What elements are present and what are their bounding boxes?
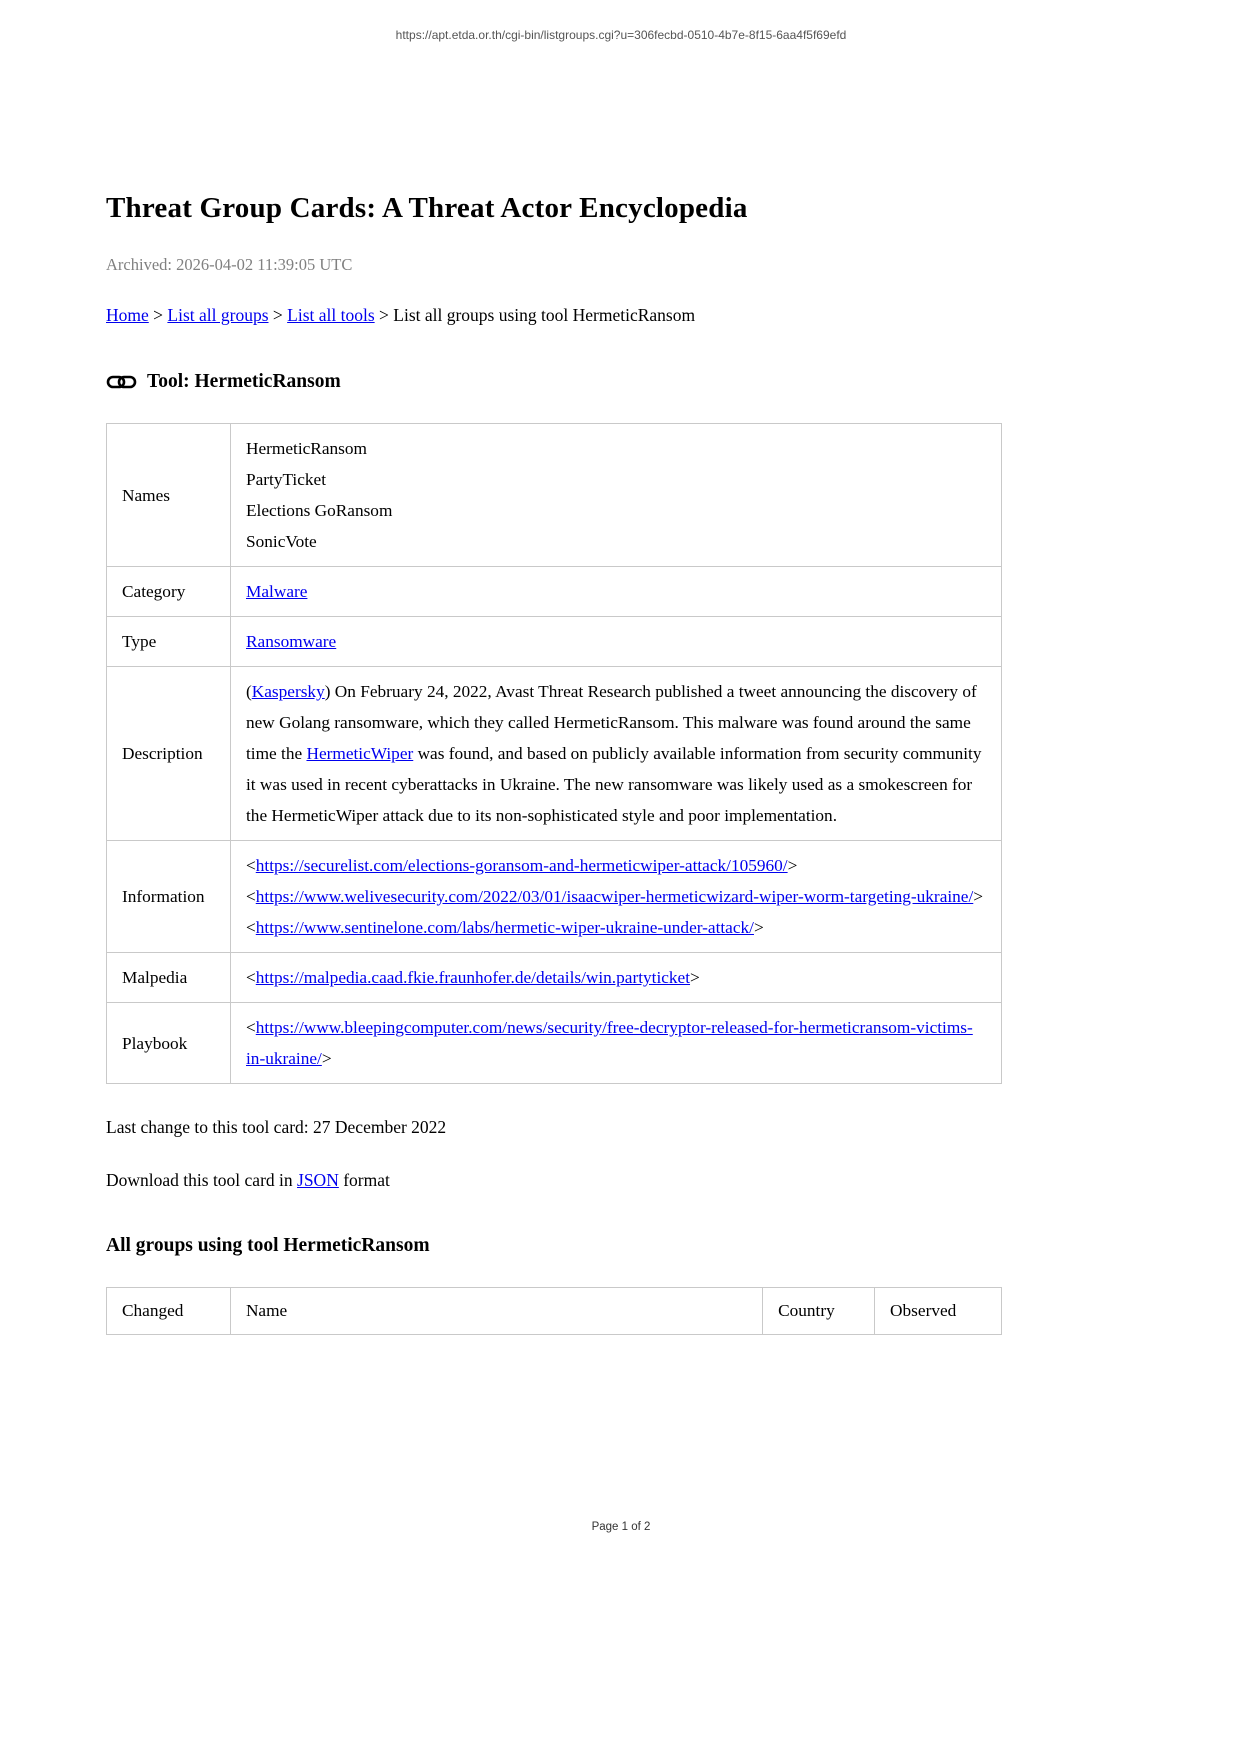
information-cell bbox=[231, 841, 1002, 953]
tool-name: HermeticRansom bbox=[246, 439, 367, 458]
angle-open: < bbox=[246, 887, 256, 906]
angle-open: < bbox=[246, 1018, 256, 1037]
groups-section-heading: All groups using tool HermeticRansom bbox=[106, 1235, 430, 1256]
row-label-type: Type bbox=[107, 617, 231, 667]
table-row-names bbox=[107, 424, 1002, 567]
names-cell bbox=[231, 424, 1002, 567]
tool-heading-title: Tool: HermeticRansom bbox=[147, 371, 341, 392]
tool-card-table bbox=[106, 423, 1002, 1084]
column-header-country: Country bbox=[763, 1288, 875, 1335]
table-row-malpedia bbox=[107, 953, 1002, 1003]
page-content bbox=[106, 0, 1002, 1335]
angle-close: > bbox=[787, 856, 798, 875]
description-segment: ) On February 24, 2022, Avast Threat Research published a tweet announcing the discovery of new Golang ransomware, which they called HermeticRansom. This malware was found around the same time the bbox=[246, 682, 977, 763]
groups-header-row bbox=[107, 1288, 1002, 1335]
breadcrumb-list-all-groups-link[interactable]: List all groups bbox=[167, 305, 269, 325]
angle-close: > bbox=[753, 918, 764, 937]
row-label-description: Description bbox=[107, 667, 231, 841]
table-row-playbook bbox=[107, 1003, 1002, 1084]
column-header-observed: Observed bbox=[875, 1288, 1002, 1335]
information-link-securelist[interactable]: https://securelist.com/elections-goransom-and-hermeticwiper-attack/105960/ bbox=[255, 856, 788, 875]
description-cell bbox=[231, 667, 1002, 841]
playbook-link[interactable]: https://www.bleepingcomputer.com/news/security/free-decryptor-released-for-hermeticransom-victims-in-ukraine/ bbox=[246, 1018, 973, 1068]
playbook-cell bbox=[231, 1003, 1002, 1084]
row-label-playbook: Playbook bbox=[107, 1003, 231, 1084]
groups-table bbox=[106, 1287, 1002, 1335]
row-label-information: Information bbox=[107, 841, 231, 953]
last-change-note: Last change to this tool card: 27 December 2022 bbox=[106, 1117, 447, 1137]
breadcrumb-separator: > bbox=[272, 305, 283, 325]
table-row-category bbox=[107, 567, 1002, 617]
row-label-names: Names bbox=[107, 424, 231, 567]
information-link-welivesecurity[interactable]: https://www.welivesecurity.com/2022/03/01/isaacwiper-hermeticwizard-wiper-worm-targeting-ukraine/ bbox=[255, 887, 974, 906]
print-footer-page-number: Page 1 of 2 bbox=[591, 1521, 651, 1533]
row-label-malpedia: Malpedia bbox=[107, 953, 231, 1003]
download-prefix: Download this tool card in bbox=[106, 1170, 298, 1190]
angle-open: < bbox=[246, 918, 256, 937]
information-link-line bbox=[246, 912, 986, 943]
column-header-name: Name bbox=[230, 1288, 762, 1335]
tool-name: PartyTicket bbox=[246, 470, 327, 489]
tool-name: Elections GoRansom bbox=[246, 501, 393, 520]
angle-open: < bbox=[246, 968, 256, 987]
breadcrumb-home-link[interactable]: Home bbox=[106, 305, 149, 325]
playbook-link-line bbox=[246, 1012, 986, 1074]
malpedia-link[interactable]: https://malpedia.caad.fkie.fraunhofer.de/details/win.partyticket bbox=[255, 968, 691, 987]
kaspersky-link[interactable]: Kaspersky bbox=[251, 682, 325, 701]
breadcrumb bbox=[106, 305, 1002, 326]
malpedia-cell bbox=[231, 953, 1002, 1003]
table-row-type bbox=[107, 617, 1002, 667]
breadcrumb-list-all-tools-link[interactable]: List all tools bbox=[287, 305, 375, 325]
category-malware-link[interactable]: Malware bbox=[246, 582, 308, 601]
row-label-category: Category bbox=[107, 567, 231, 617]
download-suffix: format bbox=[338, 1170, 390, 1190]
page-title: Threat Group Cards: A Threat Actor Encyclopedia bbox=[106, 192, 748, 224]
angle-close: > bbox=[973, 887, 984, 906]
type-cell bbox=[231, 617, 1002, 667]
table-row-information bbox=[107, 841, 1002, 953]
tool-name: SonicVote bbox=[246, 532, 317, 551]
column-header-changed: Changed bbox=[107, 1288, 231, 1335]
tool-heading bbox=[106, 371, 1002, 393]
information-link-sentinelone[interactable]: https://www.sentinelone.com/labs/hermetic-wiper-ukraine-under-attack/ bbox=[255, 918, 754, 937]
download-line bbox=[106, 1170, 1002, 1191]
description-segment: was found, and based on publicly available information from security community it was used in recent cyberattacks in Ukraine. The new ransomware was likely used as a smokescreen for the HermeticWiper attack due to its non-sophisticated style and poor implementation. bbox=[246, 744, 982, 825]
breadcrumb-separator: > bbox=[153, 305, 164, 325]
breadcrumb-separator: > bbox=[379, 305, 389, 325]
angle-close: > bbox=[690, 968, 700, 987]
information-link-line bbox=[246, 881, 986, 912]
information-link-line bbox=[246, 850, 986, 881]
print-header-url: https://apt.etda.or.th/cgi-bin/listgroups.cgi?u=306fecbd-0510-4b7e-8f15-6aa4f5f69efd bbox=[395, 28, 847, 42]
malpedia-link-line bbox=[246, 962, 986, 993]
archived-timestamp: Archived: 2026-04-02 11:39:05 UTC bbox=[106, 255, 353, 274]
breadcrumb-current: List all groups using tool HermeticRansom bbox=[393, 305, 696, 325]
download-json-link[interactable]: JSON bbox=[297, 1170, 339, 1190]
category-cell bbox=[231, 567, 1002, 617]
angle-close: > bbox=[321, 1049, 332, 1068]
description-segment: ( bbox=[246, 682, 252, 701]
table-row-description bbox=[107, 667, 1002, 841]
link-icon bbox=[106, 372, 137, 392]
hermeticwiper-link[interactable]: HermeticWiper bbox=[306, 744, 414, 763]
angle-open: < bbox=[246, 856, 256, 875]
type-ransomware-link[interactable]: Ransomware bbox=[246, 632, 337, 651]
